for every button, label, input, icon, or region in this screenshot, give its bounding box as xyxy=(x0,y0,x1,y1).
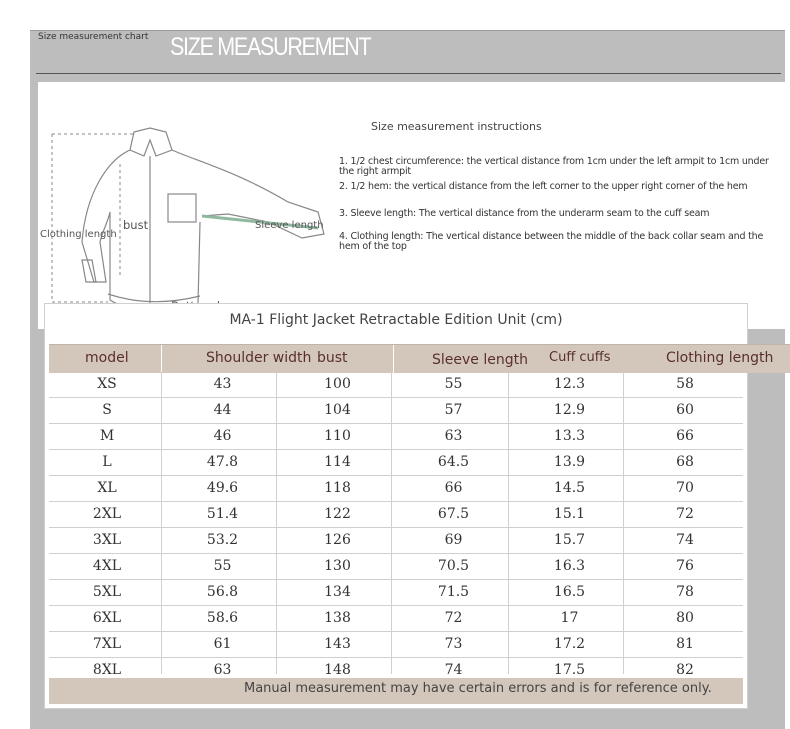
cell-clothing-length: 78 xyxy=(676,584,694,600)
table-row xyxy=(49,502,743,528)
cell-bust: 148 xyxy=(324,662,351,678)
cell-sleeve-length: 64.5 xyxy=(437,454,470,470)
cell-bust: 126 xyxy=(324,532,351,548)
cell-shoulder-width: 43 xyxy=(213,376,232,392)
cell-bust: 130 xyxy=(324,558,351,574)
cell-shoulder-width: 55 xyxy=(213,558,232,574)
cell-clothing-length: 70 xyxy=(676,480,694,496)
cell-shoulder-width: 61 xyxy=(213,636,232,652)
measurement-diagram-panel xyxy=(38,82,786,329)
cell-shoulder-width: 44 xyxy=(213,402,232,418)
table-row xyxy=(49,398,743,424)
cell-model: 8XL xyxy=(92,662,122,678)
title-divider xyxy=(36,73,781,74)
cell-sleeve-length: 66 xyxy=(444,480,463,496)
table-row xyxy=(49,450,743,476)
cell-bust: 138 xyxy=(324,610,351,626)
table-footer xyxy=(49,678,743,704)
cell-clothing-length: 81 xyxy=(676,636,694,652)
cell-cuff: 14.5 xyxy=(553,480,586,496)
cell-bust: 122 xyxy=(324,506,351,522)
cell-shoulder-width: 47.8 xyxy=(206,454,239,470)
cell-clothing-length: 58 xyxy=(676,376,694,392)
size-chart-frame xyxy=(30,30,785,729)
cell-clothing-length: 60 xyxy=(676,402,694,418)
cell-cuff: 13.3 xyxy=(553,428,586,444)
cell-sleeve-length: 57 xyxy=(444,402,463,418)
cell-bust: 104 xyxy=(324,402,351,418)
cell-shoulder-width: 49.6 xyxy=(206,480,239,496)
cell-bust: 114 xyxy=(324,454,351,470)
cell-sleeve-length: 69 xyxy=(444,532,463,548)
cell-cuff: 13.9 xyxy=(553,454,586,470)
page-title: SIZE MEASUREMENT xyxy=(170,33,371,61)
cell-bust: 110 xyxy=(324,428,351,444)
cell-bust: 134 xyxy=(324,584,351,600)
cell-sleeve-length: 55 xyxy=(444,376,463,392)
cell-cuff: 17.5 xyxy=(553,662,586,678)
cell-clothing-length: 82 xyxy=(676,662,694,678)
cell-model: 6XL xyxy=(92,610,122,626)
table-header-row xyxy=(49,344,790,373)
header-shoulder-width: Shoulder width xyxy=(206,350,312,366)
cell-bust: 118 xyxy=(324,480,351,496)
cell-clothing-length: 76 xyxy=(676,558,694,574)
jacket-sketch-icon xyxy=(38,82,338,329)
cell-sleeve-length: 74 xyxy=(444,662,463,678)
header-bust: bust xyxy=(317,350,348,366)
table-row xyxy=(49,372,743,398)
cell-bust: 100 xyxy=(324,376,351,392)
cell-clothing-length: 80 xyxy=(676,610,694,626)
instruction-item-2: 2. 1/2 hem: the vertical distance from the left corner to the upper right corner of the hem xyxy=(339,181,748,192)
cell-cuff: 15.1 xyxy=(553,506,586,522)
instruction-item-3: 3. Sleeve length: The vertical distance from the underarm seam to the cuff seam xyxy=(339,208,710,219)
cell-cuff: 16.3 xyxy=(553,558,586,574)
table-row xyxy=(49,606,743,632)
cell-sleeve-length: 67.5 xyxy=(437,506,470,522)
instructions-title: Size measurement instructions xyxy=(371,120,542,133)
cell-clothing-length: 74 xyxy=(676,532,694,548)
cell-model: L xyxy=(102,454,112,470)
cell-shoulder-width: 51.4 xyxy=(206,506,239,522)
header-clothing-length: Clothing length xyxy=(666,350,774,366)
cell-bust: 143 xyxy=(324,636,351,652)
cell-cuff: 12.9 xyxy=(553,402,586,418)
header-model: model xyxy=(85,350,129,366)
chart-label: Size measurement chart xyxy=(38,32,149,42)
cell-model: 3XL xyxy=(92,532,122,548)
cell-model: 7XL xyxy=(92,636,122,652)
cell-shoulder-width: 53.2 xyxy=(206,532,239,548)
diagram-label-bust: bust xyxy=(123,218,149,232)
cell-sleeve-length: 63 xyxy=(444,428,463,444)
cell-sleeve-length: 70.5 xyxy=(437,558,470,574)
table-row xyxy=(49,580,743,606)
cell-clothing-length: 72 xyxy=(676,506,694,522)
cell-model: 4XL xyxy=(92,558,122,574)
size-table-body xyxy=(49,372,743,684)
cell-model: XL xyxy=(97,480,117,496)
cell-cuff: 16.5 xyxy=(553,584,586,600)
cell-model: S xyxy=(102,402,112,418)
cell-sleeve-length: 73 xyxy=(444,636,463,652)
cell-model: XS xyxy=(97,376,117,392)
cell-sleeve-length: 72 xyxy=(444,610,463,626)
cell-shoulder-width: 63 xyxy=(213,662,232,678)
cell-cuff: 17 xyxy=(560,610,579,626)
cell-sleeve-length: 71.5 xyxy=(437,584,470,600)
instruction-item-1: 1. 1/2 chest circumference: the vertical distance from 1cm under the left armpit to 1cm under the right armpit xyxy=(339,156,769,177)
table-title: MA-1 Flight Jacket Retractable Edition Unit (cm) xyxy=(229,312,563,328)
size-table-panel xyxy=(44,303,774,709)
header-cuff: Cuff cuffs xyxy=(549,350,611,365)
diagram-label-clothing-length: Clothing length xyxy=(40,229,117,240)
table-row xyxy=(49,554,743,580)
cell-clothing-length: 68 xyxy=(676,454,694,470)
cell-clothing-length: 66 xyxy=(676,428,694,444)
cell-cuff: 15.7 xyxy=(553,532,586,548)
cell-model: 5XL xyxy=(92,584,122,600)
cell-model: 2XL xyxy=(92,506,122,522)
cell-model: M xyxy=(99,428,115,444)
cell-cuff: 12.3 xyxy=(553,376,586,392)
instruction-item-4: 4. Clothing length: The vertical distance between the middle of the back collar seam and the hem of the top xyxy=(339,231,764,252)
cell-shoulder-width: 58.6 xyxy=(206,610,239,626)
disclaimer-text: Manual measurement may have certain errors and is for reference only. xyxy=(244,681,712,696)
table-row xyxy=(49,476,743,502)
table-row xyxy=(49,528,743,554)
cell-shoulder-width: 46 xyxy=(213,428,232,444)
header-sleeve-length: Sleeve length xyxy=(432,352,528,368)
diagram-label-sleeve-length: Sleeve length xyxy=(255,220,324,231)
table-row xyxy=(49,632,743,658)
cell-shoulder-width: 56.8 xyxy=(206,584,239,600)
table-row xyxy=(49,424,743,450)
cell-cuff: 17.2 xyxy=(553,636,586,652)
